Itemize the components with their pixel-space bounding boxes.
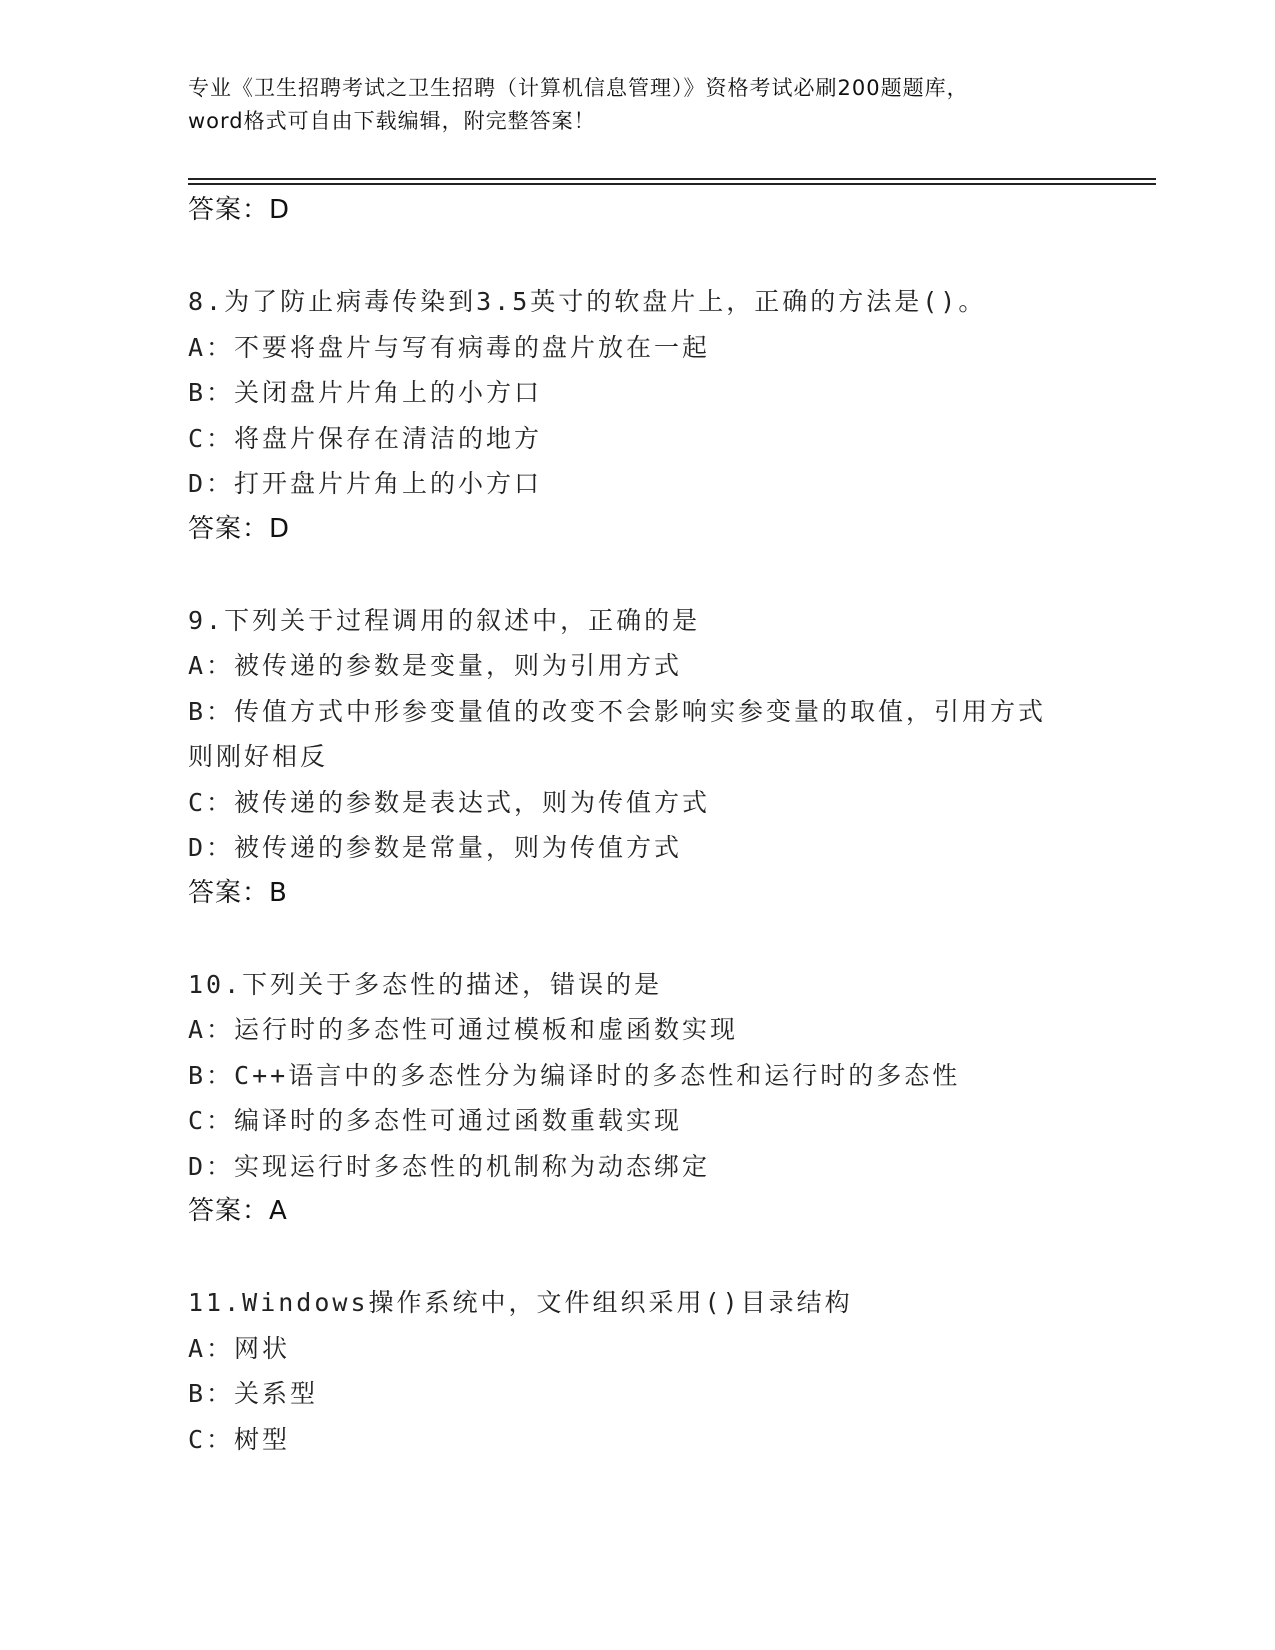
answer-previous: 答案：D bbox=[188, 195, 291, 225]
option-a: A：运行时的多态性可通过模板和虚函数实现 bbox=[188, 1015, 739, 1044]
answer-q8: 答案：D bbox=[188, 513, 291, 544]
question-11 bbox=[188, 1280, 1148, 1462]
option-d: D：打开盘片片角上的小方口 bbox=[188, 469, 543, 498]
document-header bbox=[188, 72, 1088, 138]
option-c: C：编译时的多态性可通过函数重载实现 bbox=[188, 1106, 683, 1135]
header-divider-top bbox=[188, 178, 1156, 180]
option-b: B：C++语言中的多态性分为编译时的多态性和运行时的多态性 bbox=[188, 1060, 961, 1090]
option-a: A：不要将盘片与写有病毒的盘片放在一起 bbox=[188, 332, 711, 362]
spacer bbox=[188, 234, 1148, 280]
option-a: A：网状 bbox=[188, 1333, 291, 1363]
question-stem: 10.下列关于多态性的描述，错误的是 bbox=[188, 969, 663, 999]
question-stem: 8.为了防止病毒传染到3.5英寸的软盘片上，正确的方法是()。 bbox=[188, 287, 987, 316]
answer-q9: 答案：B bbox=[188, 877, 288, 908]
answer-q10: 答案：A bbox=[188, 1196, 288, 1226]
question-9 bbox=[188, 598, 1148, 917]
option-b-continued: 则刚好相反 bbox=[188, 742, 329, 771]
spacer bbox=[188, 916, 1148, 962]
header-title-line-1: 专业《卫生招聘考试之卫生招聘（计算机信息管理）》资格考试必刷200题题库， bbox=[188, 76, 969, 100]
option-c: C：被传递的参数是表达式，则为传值方式 bbox=[188, 787, 711, 817]
question-stem: 11.Windows操作系统中，文件组织采用()目录结构 bbox=[188, 1288, 853, 1317]
option-b: B：关闭盘片片角上的小方口 bbox=[188, 378, 543, 407]
option-d: D：实现运行时多态性的机制称为动态绑定 bbox=[188, 1151, 711, 1181]
option-b: B：关系型 bbox=[188, 1379, 319, 1408]
question-10 bbox=[188, 962, 1148, 1235]
spacer bbox=[188, 1235, 1148, 1281]
question-8 bbox=[188, 279, 1148, 552]
option-a: A：被传递的参数是变量，则为引用方式 bbox=[188, 651, 683, 680]
option-c: C：将盘片保存在清洁的地方 bbox=[188, 423, 543, 453]
header-title-line-2: word格式可自由下载编辑，附完整答案！ bbox=[188, 109, 596, 133]
option-d: D：被传递的参数是常量，则为传值方式 bbox=[188, 833, 683, 862]
option-c: C：树型 bbox=[188, 1424, 291, 1454]
option-b: B：传值方式中形参变量值的改变不会影响实参变量的取值，引用方式 bbox=[188, 696, 1047, 726]
question-stem: 9.下列关于过程调用的叙述中，正确的是 bbox=[188, 605, 701, 635]
question-list bbox=[188, 188, 1148, 1462]
header-divider-bottom bbox=[188, 183, 1156, 185]
spacer bbox=[188, 552, 1148, 598]
